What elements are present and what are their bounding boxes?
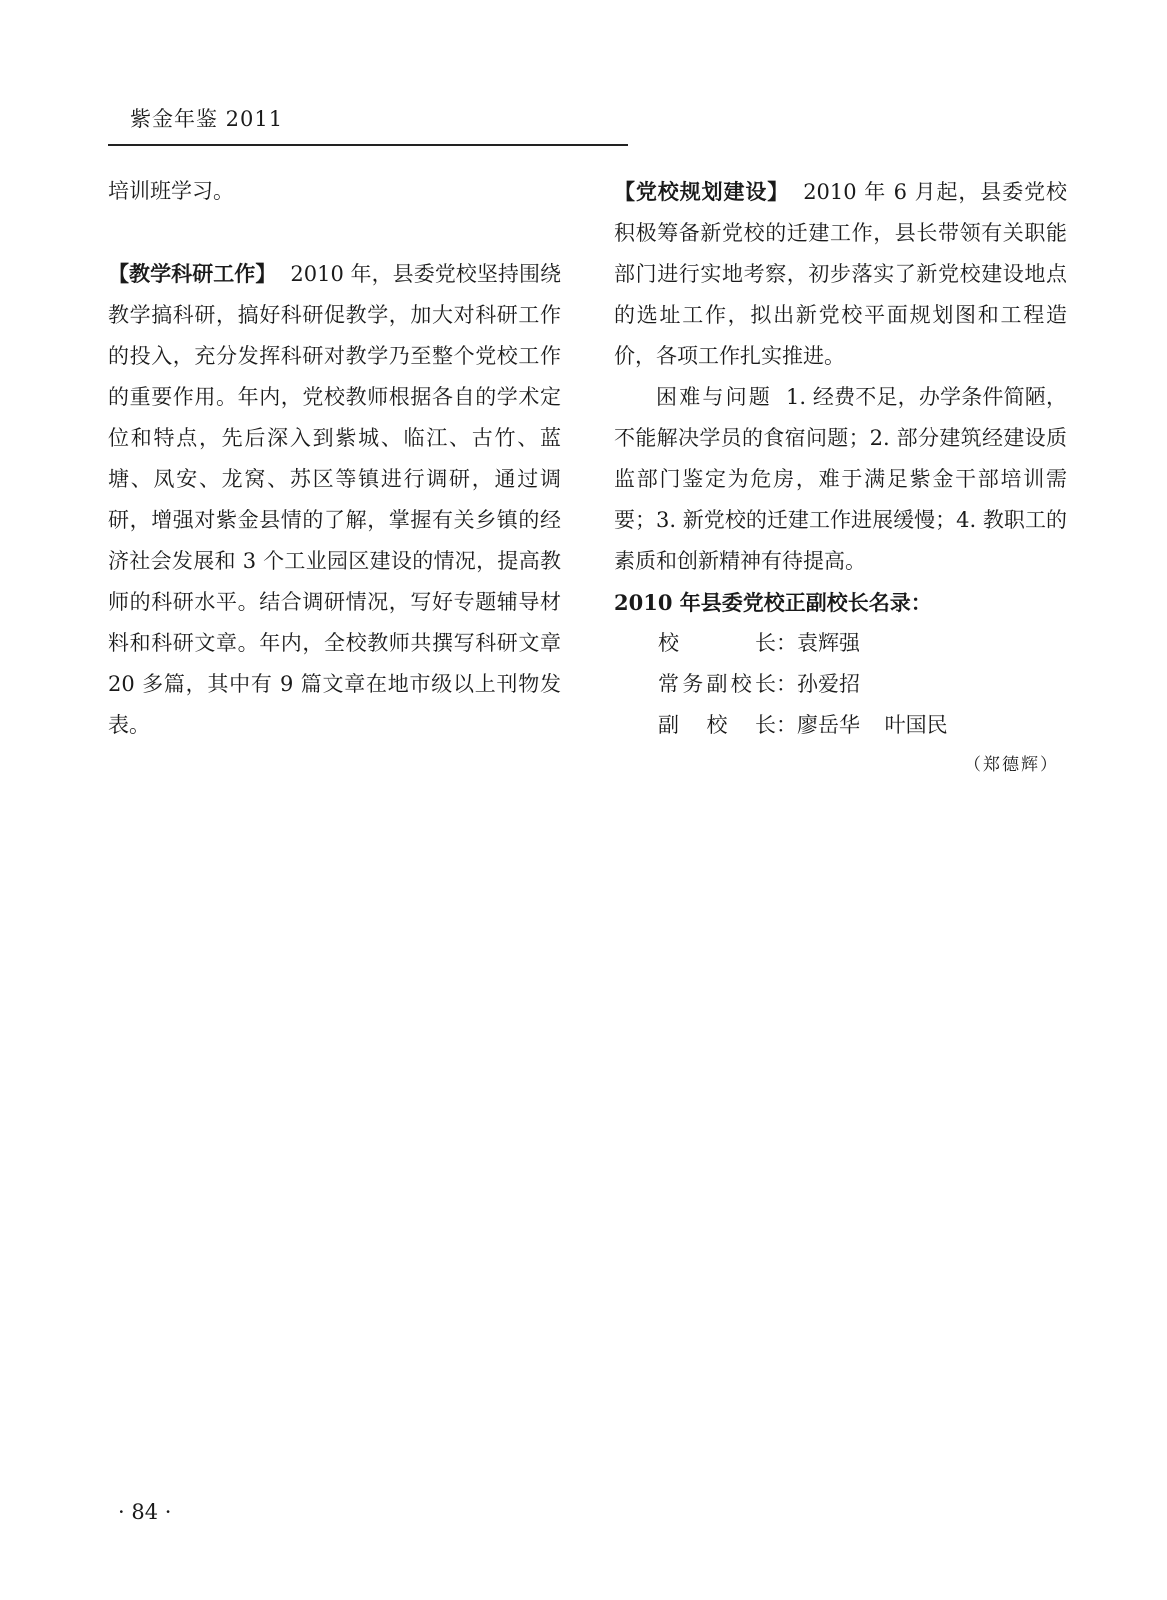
roster-row-executive-vice xyxy=(614,664,1067,705)
continuation-text: 培训班学习。 xyxy=(108,179,234,203)
planning-heading: 【党校规划建设】 xyxy=(614,179,790,204)
planning-text: 2010 年 6 月起，县委党校积极筹备新党校的迁建工作，县长带领有关职能部门进行实地考察，初步落实了新党校建设地点的选址工作，拟出新党校平面规划图和工程造价，各项工作扎实推进。 xyxy=(614,180,1067,368)
roster-colon: ： xyxy=(776,631,797,655)
roster-colon: ： xyxy=(776,713,797,737)
teaching-research-heading: 【教学科研工作】 xyxy=(108,261,277,286)
paragraph-gap xyxy=(108,212,561,253)
left-column xyxy=(108,171,561,746)
roster-colon: ： xyxy=(776,672,797,696)
roster-heading: 2010 年县委党校正副校长名录： xyxy=(614,590,932,615)
teaching-research-paragraph xyxy=(108,253,561,746)
roster-names: 袁辉强 xyxy=(797,631,860,655)
problems-heading: 困难与问题 xyxy=(656,385,772,409)
roster-row-principal xyxy=(614,623,1067,664)
teaching-research-text: 2010 年，县委党校坚持围绕教学搞科研，搞好科研促教学，加大对科研工作的投入，充分发挥科研对教学乃至整个党校工作的重要作用。年内，党校教师根据各自的学术定位和特点，先后深入到紫城、临江、古竹、蓝塘、凤安、龙窝、苏区等镇进行调研，通过调研，增强对紫金县情的了解，掌握有关乡镇的经济社会发展和 3 个工业园区建设的情况，提高教师的科研水平。结合调研情况，写好专题辅导材料和科研文章。年内，全校教师共撰写科研文章 20 多篇，其中有 9 篇文章在地市级以上刊物发表。 xyxy=(108,262,561,737)
roster-names: 孙爱招 xyxy=(797,672,860,696)
planning-paragraph xyxy=(614,171,1067,377)
roster-title: 校长 xyxy=(658,631,776,655)
header-rule xyxy=(108,144,628,146)
author-credit: （郑德辉） xyxy=(964,755,1059,775)
roster-title: 副校长 xyxy=(658,713,776,737)
problems-paragraph xyxy=(614,377,1067,582)
problems-text: 1. 经费不足，办学条件简陋，不能解决学员的食宿问题；2. 部分建筑经建设质监部门鉴定为危房，难于满足紫金干部培训需要；3. 新党校的迁建工作进展缓慢；4. 教职工的素质和创新精神有待提高。 xyxy=(614,385,1067,573)
roster-title: 常务副校长 xyxy=(658,672,776,696)
page-number: · 84 · xyxy=(118,1500,172,1524)
roster-row-vice xyxy=(614,705,1067,746)
right-column xyxy=(614,171,1067,780)
roster-names: 廖岳华 叶国民 xyxy=(797,713,948,737)
page-header: 紫金年鉴 2011 xyxy=(130,107,284,131)
